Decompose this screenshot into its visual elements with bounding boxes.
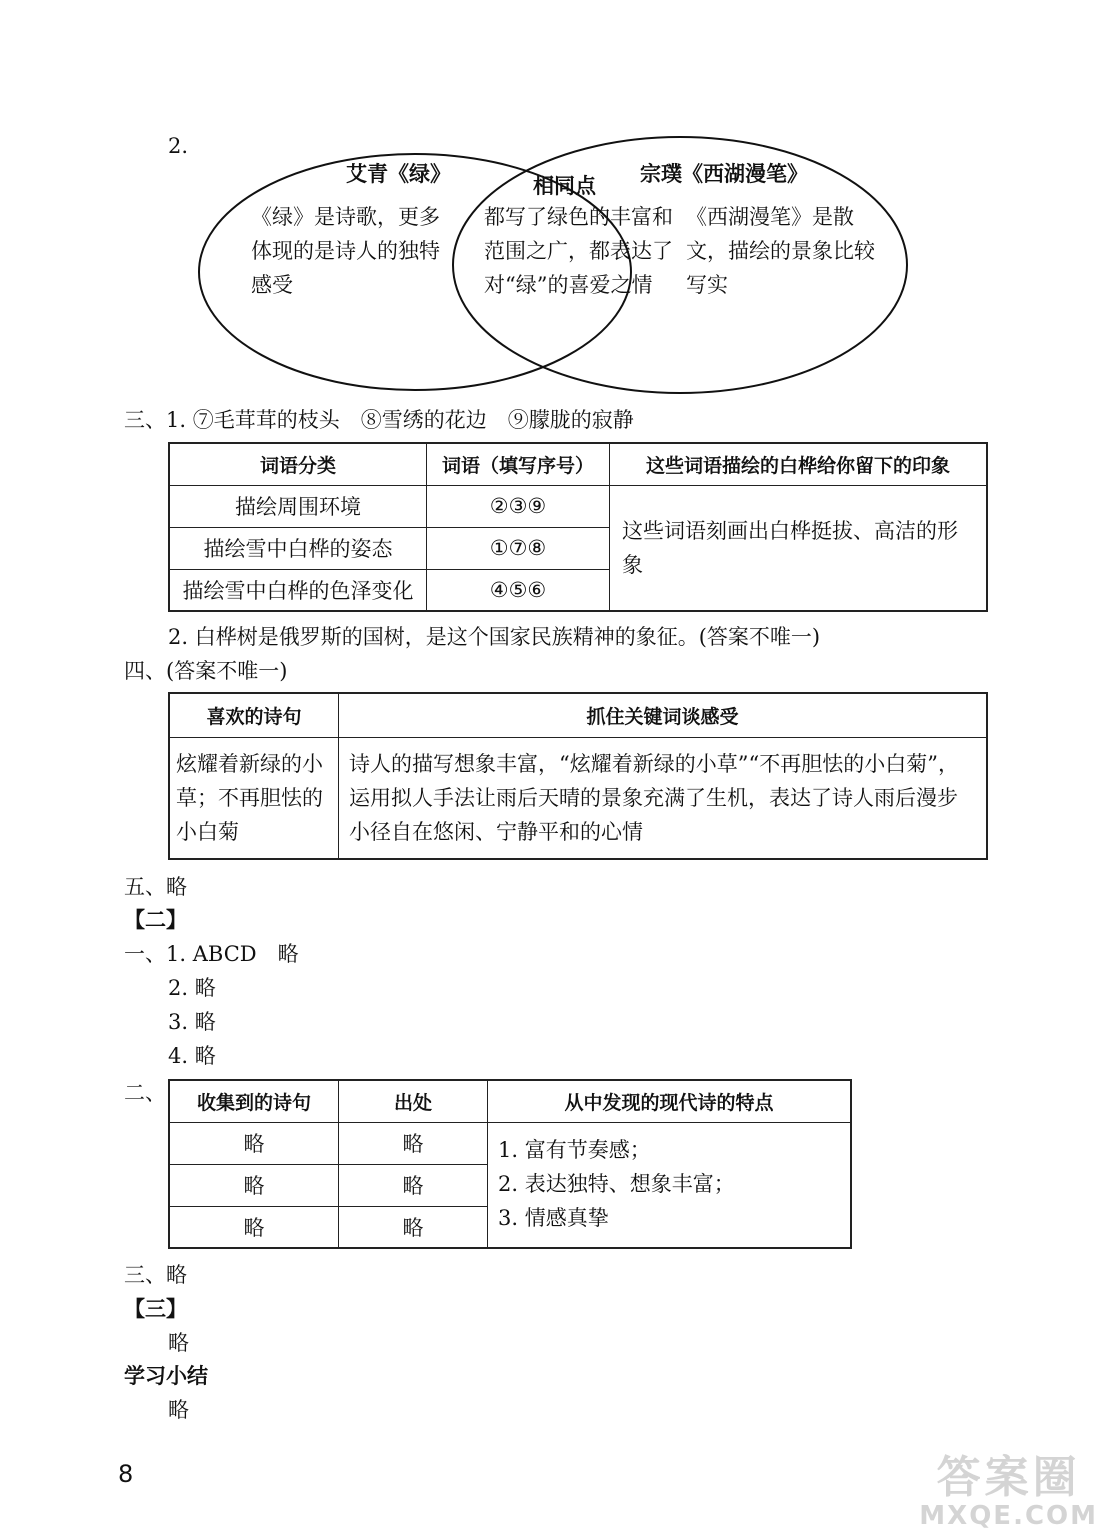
section-san-line1: 三、1. ⑦毛茸茸的枝头 ⑧雪绣的花边 ⑨朦胧的寂静	[124, 408, 634, 432]
table-header: 词语（填写序号）	[427, 443, 610, 485]
table-cell: ①⑦⑧	[427, 527, 610, 569]
table-header: 喜欢的诗句	[169, 693, 339, 737]
part2-item: 4. 略	[168, 1044, 216, 1068]
table-cell: 略	[169, 1122, 339, 1164]
part2-san: 三、略	[124, 1263, 187, 1287]
watermark-title: 答案圈	[936, 1452, 1081, 1503]
poem-feeling-table	[168, 692, 988, 860]
part2-item: 一、1. ABCD 略	[124, 942, 299, 966]
venn-left-text: 《绿》是诗歌，更多体现的是诗人的独特感受	[251, 205, 440, 297]
summary-text: 略	[168, 1398, 189, 1422]
section-si-heading: 四、(答案不唯一)	[124, 659, 288, 683]
table-cell: 略	[169, 1164, 339, 1206]
page-number: 8	[118, 1460, 134, 1488]
table-cell: 略	[339, 1164, 488, 1206]
poem-collection-table	[168, 1079, 852, 1249]
table-cell: 略	[339, 1122, 488, 1164]
table-cell: 略	[339, 1206, 488, 1248]
table-header: 这些词语描绘的白桦给你留下的印象	[610, 443, 988, 485]
feeling-cell: 诗人的描写想象丰富，“炫耀着新绿的小草”“不再胆怯的小白菊”，运用拟人手法让雨后天晴的景象充满了生机，表达了诗人雨后漫步小径自在悠闲、宁静平和的心情	[339, 737, 988, 859]
venn-right-title: 宗璞《西湖漫笔》	[640, 162, 808, 186]
venn-right-text: 《西湖漫笔》是散文，描绘的景象比较写实	[686, 205, 875, 297]
table-header: 抓住关键词谈感受	[339, 693, 988, 737]
part3-text: 略	[168, 1331, 189, 1355]
watermark-logo	[919, 1454, 1098, 1530]
table-cell: 描绘周围环境	[169, 485, 427, 527]
impression-cell: 这些词语刻画出白桦挺拔、高洁的形象	[610, 485, 988, 611]
feature-item: 2. 表达独特、想象丰富；	[498, 1171, 735, 1196]
part2-heading: 【二】	[124, 908, 187, 932]
poem-cell: 炫耀着新绿的小草；不再胆怯的小白菊	[169, 737, 339, 859]
table-header: 出处	[339, 1080, 488, 1122]
part2-item: 3. 略	[168, 1010, 216, 1034]
table-header: 词语分类	[169, 443, 427, 485]
section-wu: 五、略	[124, 875, 187, 899]
table-header: 从中发现的现代诗的特点	[488, 1080, 852, 1122]
table-cell: ④⑤⑥	[427, 569, 610, 611]
question-number: 2.	[168, 134, 189, 158]
table-cell: 描绘雪中白桦的色泽变化	[169, 569, 427, 611]
feature-item: 3. 情感真挚	[498, 1205, 609, 1230]
watermark-url: MXQE.COM	[919, 1501, 1098, 1531]
section-san-line2: 2. 白桦树是俄罗斯的国树，是这个国家民族精神的象征。(答案不唯一)	[168, 625, 821, 649]
part2-item: 2. 略	[168, 976, 216, 1000]
feature-item: 1. 富有节奏感；	[498, 1137, 651, 1162]
table-cell: 略	[169, 1206, 339, 1248]
venn-center-title: 相同点	[533, 174, 596, 198]
word-classification-table	[168, 442, 988, 612]
features-cell	[488, 1122, 852, 1248]
table-cell: 描绘雪中白桦的姿态	[169, 527, 427, 569]
venn-center-text: 都写了绿色的丰富和范围之广，都表达了对“绿”的喜爱之情	[484, 205, 673, 297]
summary-heading: 学习小结	[124, 1364, 208, 1388]
table-header: 收集到的诗句	[169, 1080, 339, 1122]
part3-heading: 【三】	[124, 1297, 187, 1321]
table-cell: ②③⑨	[427, 485, 610, 527]
part2-er-label: 二、	[124, 1081, 166, 1105]
venn-left-title: 艾青《绿》	[346, 162, 451, 186]
